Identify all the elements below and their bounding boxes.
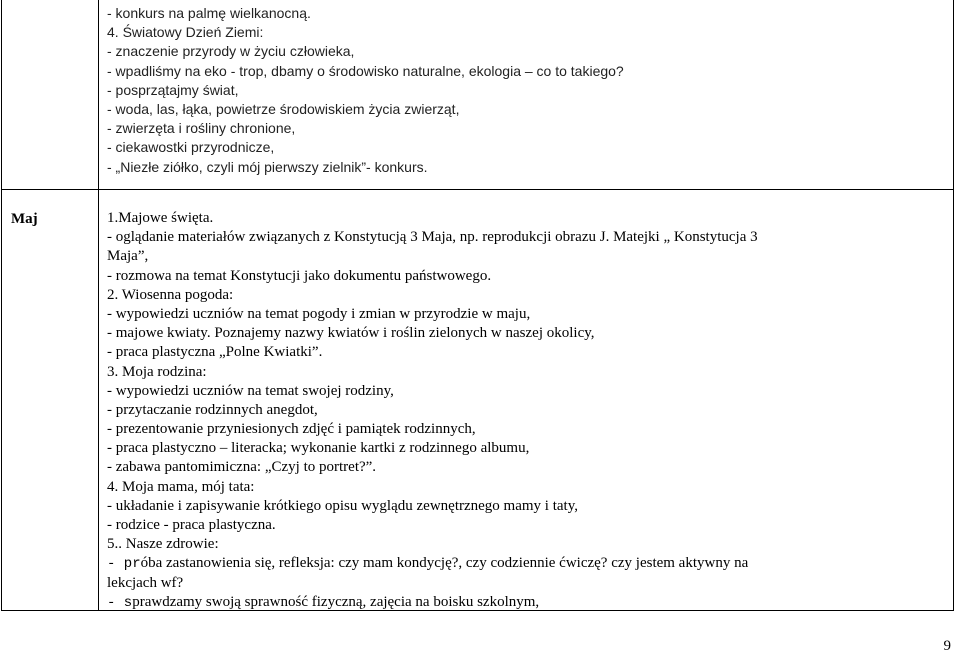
activity-line: - posprzątajmy świat, (107, 81, 239, 98)
activity-line: 4. Moja mama, mój tata: (107, 478, 255, 495)
column-divider (98, 0, 99, 611)
activity-line: - praca plastyczna „Polne Kwiatki”. (107, 344, 323, 361)
activity-line: - wypowiedzi uczniów na temat pogody i zmian w przyrodzie w maju, (107, 305, 531, 322)
activity-line: - oglądanie materiałów związanych z Konstytucją 3 Maja, np. reprodukcji obrazu J. Matejki „ Konstytucja 3 (107, 229, 758, 246)
activity-line: - zabawa pantomimiczna: „Czyj to portret?”. (107, 459, 377, 476)
activity-line: - układanie i zapisywanie krótkiego opisu wyglądu zewnętrznego mamy i taty, (107, 497, 578, 514)
line-text: óba zastanowienia się, refleksja: czy mam kondycję?, czy codziennie ćwiczę? czy jestem aktywny na (140, 555, 749, 572)
activity-line: - rodzice - praca plastyczna. (107, 517, 276, 533)
activity-line: 1.Majowe święta. (107, 210, 214, 226)
activity-line: - przytaczanie rodzinnych anegdot, (107, 401, 318, 418)
activity-line: - prezentowanie przyniesionych zdjęć i pamiątek rodzinnych, (107, 421, 476, 438)
activity-line: - praca plastyczno – literacka; wykonanie kartki z rodzinnego albumu, (107, 440, 530, 457)
activity-line: - wpadliśmy na eko - trop, dbamy o środowisko naturalne, ekologia – co to takiego? (107, 62, 624, 79)
activity-line: - „Niezłe ziółko, czyli mój pierwszy zielnik”- konkurs. (107, 158, 428, 175)
activity-line: - rozmowa na temat Konstytucji jako dokumentu państwowego. (107, 267, 492, 284)
activity-line: 2. Wiosenna pogoda: (107, 286, 234, 303)
row-divider (1, 189, 954, 190)
activity-line: 4. Światowy Dzień Ziemi: (107, 24, 264, 41)
activity-line: - zwierzęta i rośliny chronione, (107, 120, 296, 137)
activity-line: Maja”, (107, 248, 149, 265)
activity-line: - majowe kwiaty. Poznajemy nazwy kwiatów i roślin zielonych w naszej okolicy, (107, 325, 595, 342)
activity-line (107, 554, 959, 573)
activity-line: - ciekawostki przyrodnicze, (107, 139, 275, 156)
activity-line: 5.. Nasze zdrowie: (107, 536, 219, 553)
line-prefix: - pr (107, 556, 141, 573)
activity-line (107, 593, 959, 612)
activity-line: - woda, las, łąka, powietrze środowiskiem życia zwierząt, (107, 100, 460, 117)
activity-line: - konkurs na palmę wielkanocną. (107, 5, 311, 21)
may-activities-cell (107, 209, 959, 612)
april-activities-cell (107, 4, 959, 177)
activity-line: 3. Moja rodzina: (107, 363, 207, 380)
table-border-left (1, 0, 2, 611)
line-prefix: - s (107, 594, 133, 611)
activity-line: - znaczenie przyrody w życiu człowieka, (107, 43, 355, 60)
activity-line: lekcjach wf? (107, 574, 184, 591)
page-number: 9 (943, 638, 951, 654)
activity-line: - wypowiedzi uczniów na temat swojej rodziny, (107, 382, 394, 399)
month-label: Maj (11, 211, 38, 227)
line-text: prawdzamy swoją sprawność fizyczną, zajęcia na boisku szkolnym, (132, 593, 540, 610)
